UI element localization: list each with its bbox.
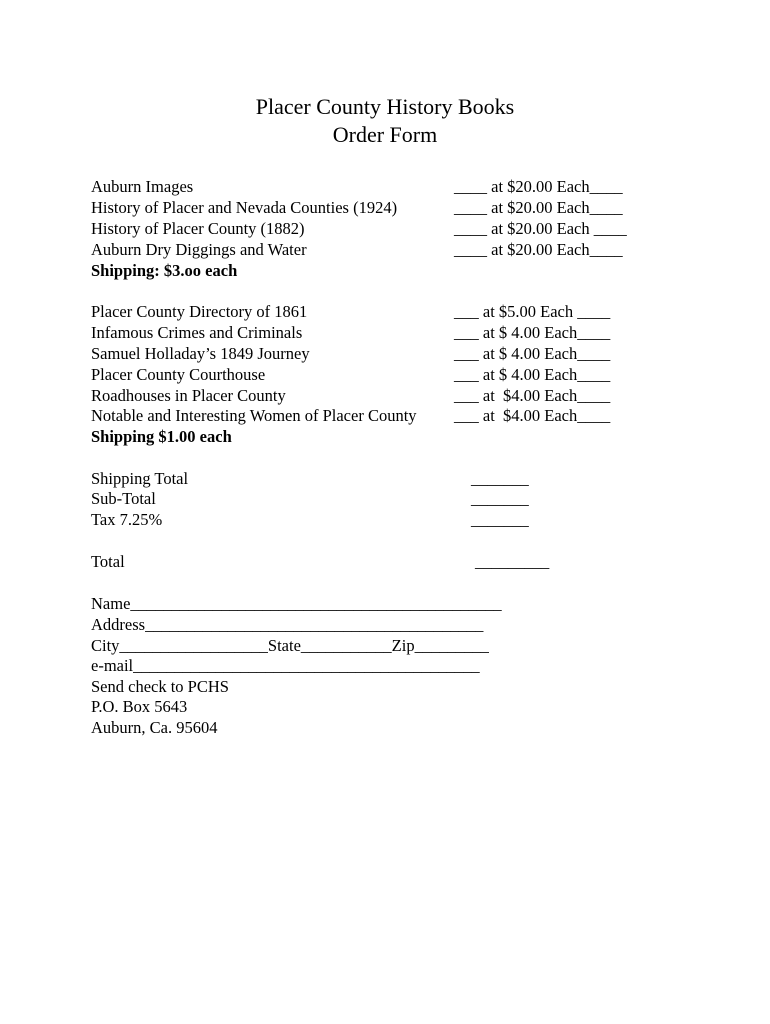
book-title: Placer County Courthouse [91,365,266,384]
book-price-line: ___ at $4.00 Each____ [454,406,611,425]
tax-label: Tax 7.25% [91,510,163,529]
book-price-line: ____ at $20.00 Each____ [454,177,623,196]
book-title: Placer County Directory of 1861 [91,302,308,321]
email-field: e-mail__________________________________________ [91,656,480,675]
name-field: Name_____________________________________________ [91,594,502,613]
subtotal-label: Sub-Total [91,489,156,508]
mailing-city: Auburn, Ca. 95604 [91,718,218,737]
address-field: Address_________________________________________ [91,615,484,634]
book-title: History of Placer County (1882) [91,219,305,238]
shipping-total-blank: _______ [471,469,529,488]
book-title: Auburn Images [91,177,194,196]
book-price-line: ____ at $20.00 Each ____ [454,219,627,238]
book-title: Notable and Interesting Women of Placer County [91,406,417,425]
city-state-zip-field: City__________________State___________Zip_________ [91,636,489,655]
shipping-note: Shipping: $3.oo each [91,261,238,280]
book-price-line: ___ at $ 4.00 Each____ [454,344,611,363]
tax-blank: _______ [471,510,529,529]
book-title: Auburn Dry Diggings and Water [91,240,307,259]
book-price-line: ___ at $ 4.00 Each____ [454,323,611,342]
book-title: History of Placer and Nevada Counties (1924) [91,198,398,217]
page-subtitle: Order Form [332,122,438,147]
shipping-note: Shipping $1.00 each [91,427,232,446]
total-label: Total [91,552,125,571]
mailing-po-box: P.O. Box 5643 [91,697,188,716]
book-price-line: ___ at $5.00 Each ____ [454,302,611,321]
book-title: Roadhouses in Placer County [91,386,286,405]
book-price-line: ___ at $ 4.00 Each____ [454,365,611,384]
mailing-instruction: Send check to PCHS [91,677,229,696]
book-title: Samuel Holladay’s 1849 Journey [91,344,310,363]
shipping-total-label: Shipping Total [91,469,189,488]
subtotal-blank: _______ [471,489,529,508]
page-title: Placer County History Books [255,94,515,119]
total-blank: _________ [475,552,550,571]
book-price-line: ____ at $20.00 Each____ [454,198,623,217]
book-price-line: ___ at $4.00 Each____ [454,386,611,405]
book-title: Infamous Crimes and Criminals [91,323,303,342]
book-price-line: ____ at $20.00 Each____ [454,240,623,259]
